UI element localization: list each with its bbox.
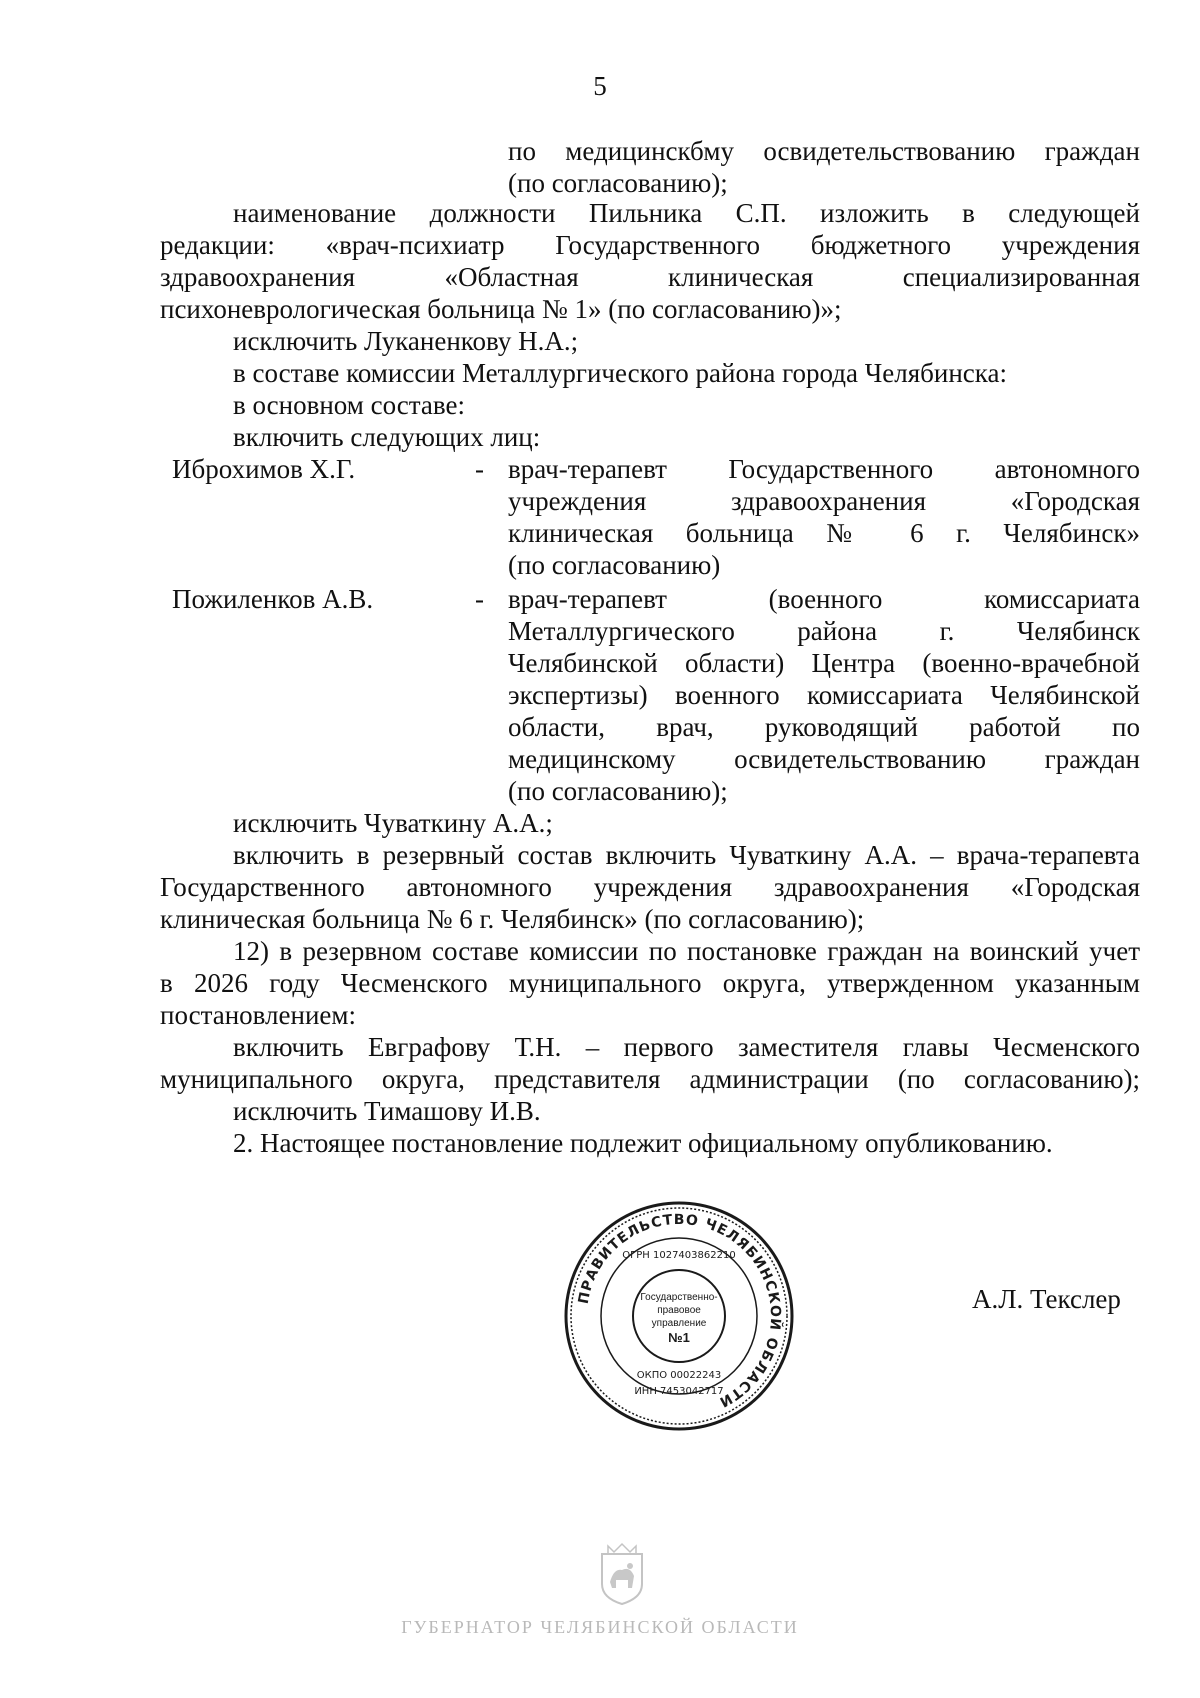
text-line: психоневрологическая больница № 1» (по согласованию)»; xyxy=(160,294,842,324)
member-name: Иброхимов Х.Г. xyxy=(172,454,356,484)
text-line: 12) в резервном составе комиссии по постановке граждан на воинский учет xyxy=(233,936,1140,966)
stamp-inn: ИНН 7453042717 xyxy=(634,1386,724,1397)
text-line: 2. Настоящее постановление подлежит официальному опубликованию. xyxy=(233,1128,1053,1158)
text-line: в 2026 году Чесменского муниципального округа, утвержденном указанным xyxy=(160,968,1140,998)
member-description-line: области, врач, руководящий работой по xyxy=(508,712,1140,742)
member-description-line: врач-терапевт (военного комиссариата xyxy=(508,584,1140,614)
stamp-center-line: №1 xyxy=(668,1330,690,1345)
member-description-line: экспертизы) военного комиссариата Челябинской xyxy=(508,680,1140,710)
text-line: здравоохранения «Областная клиническая специализированная xyxy=(160,262,1140,292)
text-line: включить в резервный состав включить Чуваткину А.А. – врача-терапевта xyxy=(233,840,1140,870)
stamp-okpo: ОКПО 00022243 xyxy=(636,1370,722,1381)
text-line: включить следующих лиц: xyxy=(233,422,541,452)
member-dash: - xyxy=(475,584,484,614)
text-line: в составе комиссии Металлургического района города Челябинска: xyxy=(233,358,1007,388)
text-line: исключить Чуваткину А.А.; xyxy=(233,808,553,838)
member-dash: - xyxy=(475,454,484,484)
member-description-line: (по согласованию) xyxy=(508,550,721,580)
stamp-outer-text: ПРАВИТЕЛЬСТВО ЧЕЛЯБИНСКОЙ ОБЛАСТИ xyxy=(575,1211,784,1411)
text-line: по медицинскбму освидетельствованию граждан xyxy=(508,136,1140,166)
member-description-line: учреждения здравоохранения «Городская xyxy=(508,486,1140,516)
stamp-center-line: управление xyxy=(651,1318,707,1329)
text-line: включить Евграфову Т.Н. – первого заместителя главы Чесменского xyxy=(233,1032,1140,1062)
text-line: Государственного автономного учреждения здравоохранения «Городская xyxy=(160,872,1140,902)
page-number: 5 xyxy=(593,71,607,101)
stamp-ogrn: ОГРН 1027403862210 xyxy=(622,1250,736,1261)
member-description-line: врач-терапевт Государственного автономного xyxy=(508,454,1140,484)
coat-of-arms-icon xyxy=(596,1540,648,1606)
text-line: клиническая больница № 6 г. Челябинск» (по согласованию); xyxy=(160,904,865,934)
member-description-line: клиническая больница № 6 г. Челябинск» xyxy=(508,518,1140,548)
member-description-line: (по согласованию); xyxy=(508,776,728,806)
text-line: исключить Тимашову И.В. xyxy=(233,1096,541,1126)
member-name: Пожиленков А.В. xyxy=(172,584,374,614)
text-line: муниципального округа, представителя администрации (по согласованию); xyxy=(160,1064,1140,1094)
text-line: исключить Луканенкову Н.А.; xyxy=(233,326,579,356)
text-line: в основном составе: xyxy=(233,390,465,420)
text-line: наименование должности Пильника С.П. изложить в следующей xyxy=(233,198,1140,228)
signature-name: А.Л. Текслер xyxy=(972,1284,1121,1314)
stamp-center-line: Государственно- xyxy=(640,1292,718,1303)
stamp-center-line: правовое xyxy=(657,1305,701,1316)
footer-caption: ГУБЕРНАТОР ЧЕЛЯБИНСКОЙ ОБЛАСТИ xyxy=(401,1617,799,1637)
official-stamp-icon xyxy=(563,1200,795,1432)
member-description-line: медицинскому освидетельствованию граждан xyxy=(508,744,1140,774)
text-line: постановлением: xyxy=(160,1000,356,1030)
member-description-line: Челябинской области) Центра (военно-врачебной xyxy=(508,648,1140,678)
member-description-line: Металлургического района г. Челябинск xyxy=(508,616,1140,646)
text-line: редакции: «врач-психиатр Государственного бюджетного учреждения xyxy=(160,230,1140,260)
text-line: (по согласованию); xyxy=(508,168,728,198)
